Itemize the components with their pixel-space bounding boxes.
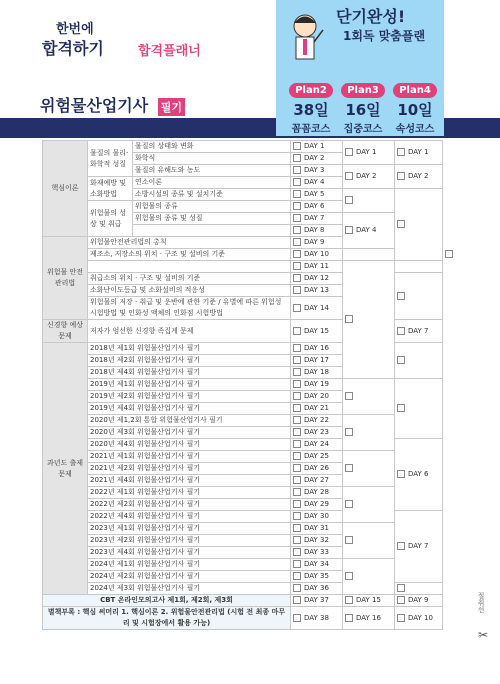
day-label: DAY 18: [304, 368, 329, 376]
day-cell[interactable]: [291, 297, 343, 320]
day-label: DAY 24: [304, 440, 329, 448]
day-label: DAY 7: [408, 542, 429, 550]
day-cell[interactable]: [291, 391, 343, 403]
day-cell[interactable]: [291, 439, 343, 451]
checkbox-icon[interactable]: [293, 392, 301, 400]
checkbox-icon[interactable]: [293, 488, 301, 496]
day-cell[interactable]: [395, 273, 443, 320]
checkbox-icon[interactable]: [293, 166, 301, 174]
day-label: DAY 20: [304, 392, 329, 400]
checkbox-icon[interactable]: [293, 286, 301, 294]
checkbox-icon[interactable]: [293, 214, 301, 222]
checkbox-icon[interactable]: [293, 238, 301, 246]
plan-name: 속성코스: [395, 124, 435, 135]
hero-title: 단기완성!: [336, 7, 406, 26]
day-cell[interactable]: [291, 535, 343, 547]
day-label: DAY 29: [304, 500, 329, 508]
checkbox-icon[interactable]: [293, 327, 301, 335]
checkbox-icon[interactable]: [293, 416, 301, 424]
day-cell[interactable]: [343, 451, 395, 487]
checkbox-icon[interactable]: [345, 572, 353, 580]
hero-subtitle: 1회독 맞춤플랜: [343, 29, 426, 43]
topic-cell: 2020년 제4회 위험물산업기사 필기: [88, 439, 291, 451]
day-cell[interactable]: [395, 141, 443, 165]
day-cell[interactable]: [291, 499, 343, 511]
checkbox-icon[interactable]: [397, 220, 405, 228]
category-cell: 신경향 예상문제: [43, 320, 88, 343]
day-label: DAY 2: [304, 154, 325, 162]
title-text: 위험물산업기사: [40, 96, 149, 115]
day-label: DAY 2: [356, 172, 377, 180]
day-cell[interactable]: [291, 475, 343, 487]
day-cell[interactable]: [291, 367, 343, 379]
footer-row-label: CBT 온라인모의고사 제1회, 제2회, 제3회: [43, 595, 291, 607]
checkbox-icon[interactable]: [345, 392, 353, 400]
day-label: DAY 12: [304, 274, 329, 282]
checkbox-icon[interactable]: [293, 304, 301, 312]
plan-name: 집중코스: [343, 124, 383, 135]
day-cell[interactable]: [395, 189, 443, 261]
day-label: DAY 5: [304, 190, 325, 198]
checkbox-icon[interactable]: [293, 142, 301, 150]
topic-cell: 2018년 제4회 위험물산업기사 필기: [88, 367, 291, 379]
checkbox-icon[interactable]: [397, 172, 405, 180]
day-label: DAY 17: [304, 356, 329, 364]
checkbox-icon[interactable]: [445, 250, 453, 258]
day-label: DAY 31: [304, 524, 329, 532]
day-cell[interactable]: [343, 141, 395, 165]
logo-text-bottom: 합격하기: [42, 39, 104, 58]
checkbox-icon[interactable]: [397, 584, 405, 592]
checkbox-icon[interactable]: [293, 440, 301, 448]
topic-cell: 소방시설의 종류 및 설치기준: [133, 189, 291, 201]
day-cell[interactable]: [291, 415, 343, 427]
day-label: DAY 28: [304, 488, 329, 496]
checkbox-icon[interactable]: [293, 584, 301, 592]
day-cell[interactable]: [395, 343, 443, 379]
checkbox-icon[interactable]: [345, 596, 353, 604]
day-label: DAY 6: [304, 202, 325, 210]
topic-cell: 2021년 제2회 위험물산업기사 필기: [88, 463, 291, 475]
scissors-icon: ✂: [478, 628, 489, 642]
day-cell[interactable]: [395, 439, 443, 511]
day-label: DAY 23: [304, 428, 329, 436]
checkbox-icon[interactable]: [293, 548, 301, 556]
checkbox-icon[interactable]: [293, 614, 301, 622]
topic-cell: 2020년 제3회 위험물산업기사 필기: [88, 427, 291, 439]
day-label: DAY 10: [408, 613, 433, 622]
day-cell[interactable]: [291, 523, 343, 535]
topic-cell: 2024년 제3회 위험물산업기사 필기: [88, 583, 291, 595]
category-cell: 위험물 안전관리법: [43, 237, 88, 320]
topic-cell: 2019년 제1회 위험물산업기사 필기: [88, 379, 291, 391]
mascot-icon: [285, 12, 325, 68]
footer-row: [43, 595, 443, 607]
day-cell[interactable]: [343, 607, 395, 630]
topic-cell: 화학식: [133, 153, 291, 165]
topic-cell: [88, 261, 291, 273]
day-label: DAY 14: [304, 303, 329, 312]
topic-cell: 연소이론: [133, 177, 291, 189]
topic-cell: 2024년 제1회 위험물산업기사 필기: [88, 559, 291, 571]
day-cell[interactable]: [395, 165, 443, 189]
day-cell[interactable]: [343, 261, 395, 379]
study-plan-table: [42, 140, 443, 630]
plan-column-3: [337, 78, 389, 134]
checkbox-icon[interactable]: [293, 428, 301, 436]
day-label: DAY 15: [356, 596, 381, 604]
subcategory-cell: 물질의 물리·화학적 성질: [88, 141, 133, 177]
day-label: DAY 7: [408, 326, 429, 335]
day-cell[interactable]: [291, 320, 343, 343]
day-label: DAY 9: [304, 238, 325, 246]
plan-pill: Plan2: [289, 83, 333, 98]
day-label: DAY 16: [304, 344, 329, 352]
day-cell[interactable]: [395, 320, 443, 343]
day-label: DAY 3: [304, 166, 325, 174]
checkbox-icon[interactable]: [345, 172, 353, 180]
checkbox-icon[interactable]: [293, 596, 301, 604]
checkbox-icon[interactable]: [293, 154, 301, 162]
topic-cell: 제조소, 저장소의 위치 · 구조 및 설비의 기준: [88, 249, 291, 261]
day-cell[interactable]: [291, 547, 343, 559]
day-cell[interactable]: [343, 559, 395, 595]
day-label: DAY 26: [304, 464, 329, 472]
topic-cell: 2019년 제4회 위험물산업기사 필기: [88, 403, 291, 415]
day-cell[interactable]: [343, 189, 395, 213]
day-cell[interactable]: [291, 261, 343, 273]
day-label: DAY 37: [304, 596, 329, 604]
day-cell[interactable]: [395, 607, 443, 630]
plan-days: 16일: [345, 101, 381, 119]
checkbox-icon[interactable]: [293, 524, 301, 532]
day-label: DAY 4: [356, 226, 377, 234]
checkbox-icon[interactable]: [293, 560, 301, 568]
day-cell[interactable]: [395, 595, 443, 607]
day-cell[interactable]: [291, 165, 343, 177]
checkbox-icon[interactable]: [293, 464, 301, 472]
day-cell[interactable]: [291, 189, 343, 201]
topic-cell: 저자가 엄선한 신경향 족집게 문제: [88, 320, 291, 343]
title-badge: 필기: [158, 98, 185, 116]
page-header: [0, 0, 500, 140]
day-cell[interactable]: [291, 237, 343, 249]
category-cell: 과년도 출제문제: [43, 343, 88, 595]
topic-cell: 2023년 제2회 위험물산업기사 필기: [88, 535, 291, 547]
day-cell[interactable]: [291, 427, 343, 439]
plan-pill: Plan4: [393, 83, 437, 98]
checkbox-icon[interactable]: [293, 190, 301, 198]
day-label: DAY 8: [304, 226, 325, 234]
day-cell[interactable]: [343, 165, 395, 189]
plan-pill: Plan3: [341, 83, 385, 98]
day-cell[interactable]: [291, 583, 343, 595]
topic-cell: 2021년 제1회 위험물산업기사 필기: [88, 451, 291, 463]
category-cell: 핵심이론: [43, 141, 88, 237]
checkbox-icon[interactable]: [397, 356, 405, 364]
topic-cell: 2022년 제2회 위험물산업기사 필기: [88, 499, 291, 511]
day-cell[interactable]: [395, 511, 443, 583]
plan-column-2: [285, 78, 337, 134]
checkbox-icon[interactable]: [345, 428, 353, 436]
day-cell[interactable]: [291, 463, 343, 475]
checkbox-icon[interactable]: [397, 596, 405, 604]
day-cell[interactable]: [291, 141, 343, 153]
topic-cell: 2018년 제2회 위험물산업기사 필기: [88, 355, 291, 367]
day-label: DAY 36: [304, 584, 329, 592]
topic-cell: 위험물의 저장 · 취급 및 운반에 관한 기준 / 유별에 따른 위험성 시험방법 및 인화성 액체의 인화점 시험방법: [88, 297, 291, 320]
checkbox-icon[interactable]: [293, 476, 301, 484]
checkbox-icon[interactable]: [293, 262, 301, 270]
day-cell[interactable]: [291, 595, 343, 607]
topic-cell: 물질의 상태와 변화: [133, 141, 291, 153]
checkbox-icon[interactable]: [293, 512, 301, 520]
day-cell[interactable]: [343, 379, 395, 415]
day-label: DAY 15: [304, 326, 329, 335]
brand-logo: [42, 18, 262, 58]
checkbox-icon[interactable]: [293, 380, 301, 388]
day-label: DAY 4: [304, 178, 325, 186]
day-cell[interactable]: [291, 285, 343, 297]
day-label: DAY 1: [356, 148, 377, 156]
table-row: [43, 559, 443, 571]
topic-cell: 2020년 제1,2회 통합 위험물산업기사 필기: [88, 415, 291, 427]
day-label: DAY 1: [304, 142, 325, 150]
day-cell[interactable]: [291, 451, 343, 463]
day-cell[interactable]: [291, 355, 343, 367]
day-label: DAY 16: [356, 613, 381, 622]
day-label: DAY 22: [304, 416, 329, 424]
day-label: DAY 1: [408, 148, 429, 156]
day-cell[interactable]: [291, 153, 343, 165]
checkbox-icon[interactable]: [345, 226, 353, 234]
day-cell[interactable]: [291, 225, 343, 237]
day-cell[interactable]: [343, 213, 395, 249]
table-row: [43, 379, 443, 391]
topic-cell: 취급소의 위치 · 구조 및 설비의 기준: [88, 273, 291, 285]
topic-cell: 소화난이도등급 및 소화설비의 적응성: [88, 285, 291, 297]
plan-name: 꼼꼼코스: [291, 124, 331, 135]
day-label: DAY 33: [304, 548, 329, 556]
checkbox-icon[interactable]: [345, 614, 353, 622]
topic-cell: 위험물안전관리법의 총칙: [88, 237, 291, 249]
checkbox-icon[interactable]: [397, 542, 405, 550]
day-cell[interactable]: [343, 523, 395, 559]
day-label: DAY 11: [304, 262, 329, 270]
day-label: DAY 30: [304, 512, 329, 520]
day-cell[interactable]: [291, 379, 343, 391]
checkbox-icon[interactable]: [397, 614, 405, 622]
topic-cell: 2018년 제1회 위험물산업기사 필기: [88, 343, 291, 355]
day-label: DAY 25: [304, 452, 329, 460]
day-cell[interactable]: [291, 403, 343, 415]
topic-cell: 2023년 제4회 위험물산업기사 필기: [88, 547, 291, 559]
checkbox-icon[interactable]: [293, 178, 301, 186]
day-label: DAY 6: [408, 470, 429, 478]
plan-column-4: [389, 78, 441, 134]
checkbox-icon[interactable]: [293, 356, 301, 364]
checkbox-icon[interactable]: [345, 500, 353, 508]
checkbox-icon[interactable]: [293, 452, 301, 460]
checkbox-icon[interactable]: [397, 404, 405, 412]
checkbox-icon[interactable]: [293, 404, 301, 412]
checkbox-icon[interactable]: [345, 464, 353, 472]
checkbox-icon[interactable]: [293, 500, 301, 508]
table-row: [43, 141, 443, 153]
topic-cell: 2022년 제4회 위험물산업기사 필기: [88, 511, 291, 523]
checkbox-icon[interactable]: [293, 368, 301, 376]
day-cell[interactable]: [343, 415, 395, 451]
day-label: DAY 19: [304, 380, 329, 388]
topic-cell: 위험물의 종류 및 성질: [133, 213, 291, 225]
plan-days: 38일: [293, 101, 329, 119]
day-cell[interactable]: [291, 511, 343, 523]
topic-cell: 물질의 유해도와 농도: [133, 165, 291, 177]
subcategory-cell: 위험물의 성상 및 취급: [88, 201, 133, 237]
topic-cell: 위험물의 종류: [133, 201, 291, 213]
day-cell[interactable]: [395, 583, 443, 595]
day-cell[interactable]: [291, 607, 343, 630]
topic-cell: 2023년 제1회 위험물산업기사 필기: [88, 523, 291, 535]
day-label: DAY 2: [408, 172, 429, 180]
day-cell[interactable]: [291, 571, 343, 583]
day-label: DAY 13: [304, 286, 329, 294]
checkbox-icon[interactable]: [293, 226, 301, 234]
checkbox-icon[interactable]: [293, 572, 301, 580]
footer-row: [43, 607, 443, 630]
checkbox-icon[interactable]: [345, 315, 353, 323]
topic-cell: [133, 225, 291, 237]
day-cell[interactable]: [291, 201, 343, 213]
subcategory-cell: 화재예방 및 소화방법: [88, 177, 133, 201]
day-cell[interactable]: [291, 343, 343, 355]
table-row: [43, 415, 443, 427]
table-row: [43, 451, 443, 463]
day-cell[interactable]: [343, 487, 395, 523]
day-label: DAY 32: [304, 536, 329, 544]
table-row: [43, 523, 443, 535]
topic-cell: 2021년 제4회 위험물산업기사 필기: [88, 475, 291, 487]
checkbox-icon[interactable]: [397, 470, 405, 478]
page-title: [40, 93, 185, 116]
cut-line-label: 절취선: [477, 592, 485, 613]
day-label: DAY 21: [304, 404, 329, 412]
day-cell[interactable]: [291, 213, 343, 225]
day-label: DAY 27: [304, 476, 329, 484]
day-cell[interactable]: [343, 595, 395, 607]
checkbox-icon[interactable]: [293, 202, 301, 210]
day-label: DAY 10: [304, 250, 329, 258]
checkbox-icon[interactable]: [345, 536, 353, 544]
table-row: [43, 487, 443, 499]
checkbox-icon[interactable]: [293, 536, 301, 544]
topic-cell: 2024년 제2회 위험물산업기사 필기: [88, 571, 291, 583]
checkbox-icon[interactable]: [293, 250, 301, 258]
table-row: [43, 261, 443, 273]
checkbox-icon[interactable]: [345, 148, 353, 156]
day-cell[interactable]: [291, 177, 343, 189]
day-label: DAY 9: [408, 596, 429, 604]
day-cell[interactable]: [291, 273, 343, 285]
topic-cell: 2019년 제2회 위험물산업기사 필기: [88, 391, 291, 403]
topic-cell: 2022년 제1회 위험물산업기사 필기: [88, 487, 291, 499]
checkbox-icon[interactable]: [345, 196, 353, 204]
checkbox-icon[interactable]: [397, 327, 405, 335]
planner-label: 합격플래너: [138, 44, 201, 59]
day-label: DAY 38: [304, 613, 329, 622]
table-row: [43, 249, 443, 261]
footer-row-label: 별책부록 : 핵심 써머리 1. 핵심이론 2. 위험물안전관리법 (시험 전 최종 마무리 및 시험장에서 활용 가능): [43, 607, 291, 630]
day-cell[interactable]: [291, 487, 343, 499]
day-label: DAY 34: [304, 560, 329, 568]
day-label: DAY 7: [304, 214, 325, 222]
checkbox-icon[interactable]: [293, 344, 301, 352]
plan-days: 10일: [397, 101, 433, 119]
day-label: DAY 35: [304, 572, 329, 580]
checkbox-icon[interactable]: [293, 274, 301, 282]
checkbox-icon[interactable]: [397, 148, 405, 156]
day-cell[interactable]: [291, 249, 343, 261]
logo-text-top: 한번에: [56, 22, 94, 37]
checkbox-icon[interactable]: [397, 292, 405, 300]
day-cell[interactable]: [291, 559, 343, 571]
day-cell[interactable]: [395, 379, 443, 439]
